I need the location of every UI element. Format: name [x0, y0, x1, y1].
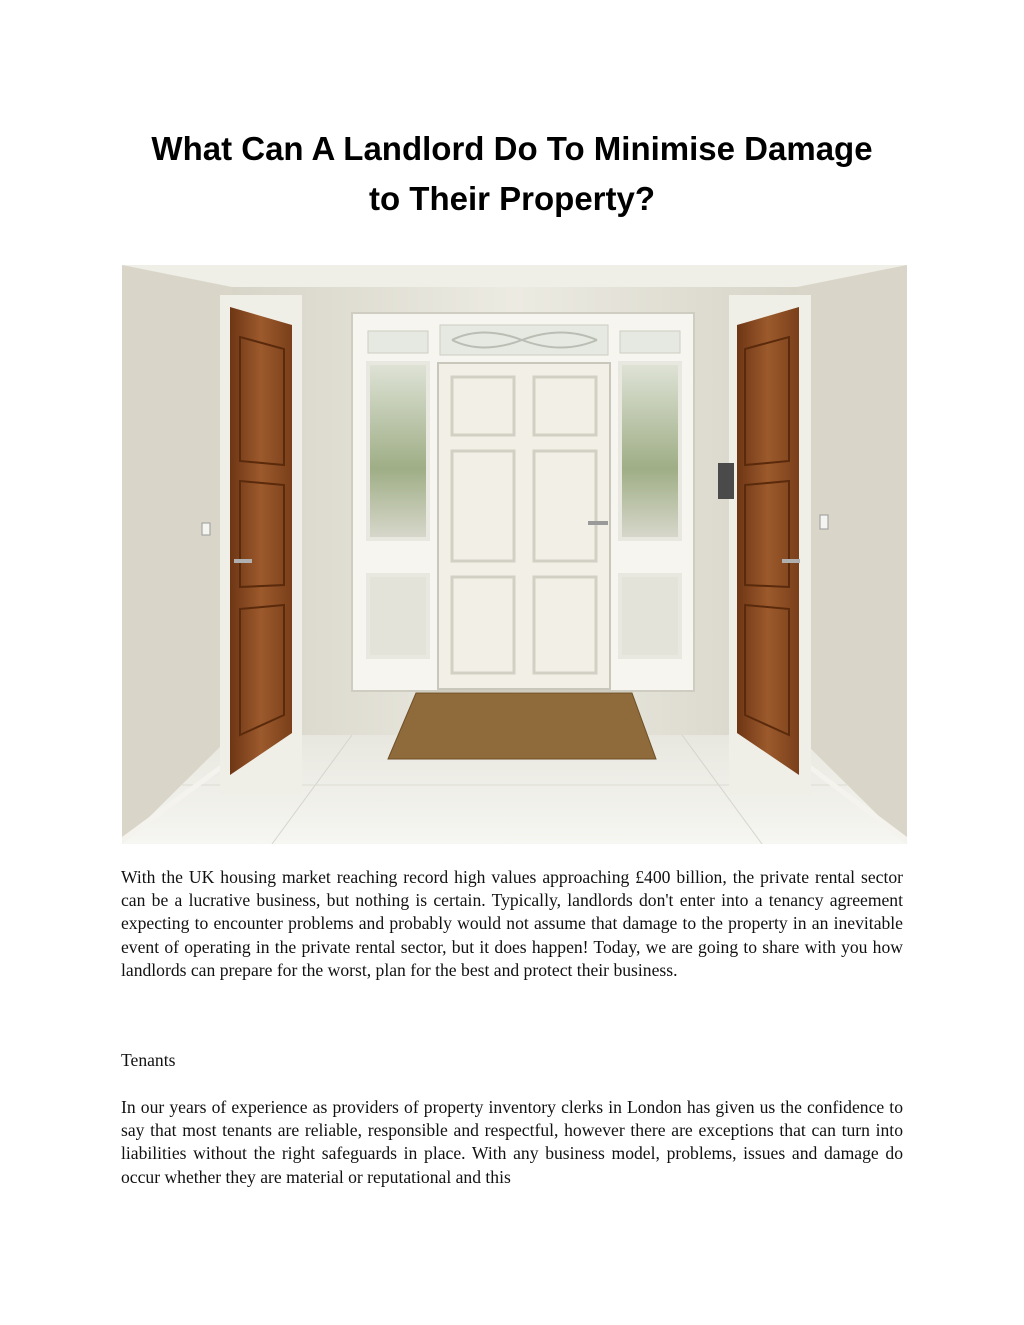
intro-paragraph: With the UK housing market reaching record high values approaching £400 billion, the private rental sector can be a lucrative business, but nothing is certain. Typically, landlords don't enter into a tenancy agreement expecting to encounter problems and probably would not assume that damage to the property in an inevitable event of operating in the private rental sector, but it does happen! Today, we are going to share with you how landlords can prepare for the worst, plan for the best and protect their business.	[121, 867, 903, 980]
section-heading-tenants: Tenants	[121, 1050, 176, 1070]
hallway-photo	[122, 265, 907, 844]
wall-panel	[718, 463, 734, 499]
right-door-handle	[782, 559, 800, 563]
title-line-2: to Their Property?	[368, 180, 656, 217]
front-door-handle	[588, 521, 608, 525]
left-door-handle	[234, 559, 252, 563]
ceiling	[122, 265, 907, 287]
right-sidelight-upper	[620, 363, 680, 539]
left-sidelight-upper	[368, 363, 428, 539]
front-door	[438, 363, 610, 689]
title-line-1: What Can A Landlord Do To Minimise Damage	[151, 130, 873, 167]
left-light-switch	[202, 523, 210, 535]
page-title	[100, 124, 924, 224]
left-sidelight-lower	[368, 575, 428, 657]
right-sidelight-lower	[620, 575, 680, 657]
right-light-switch	[820, 515, 828, 529]
doormat	[388, 693, 656, 759]
tenants-paragraph: In our years of experience as providers of property inventory clerks in London has given us the confidence to say that most tenants are reliable, responsible and respectful, however there are exceptions that can turn into liabilities without the right safeguards in place. With any business model, problems, issues and damage do occur whether they are material or reputational and this	[121, 1097, 903, 1187]
